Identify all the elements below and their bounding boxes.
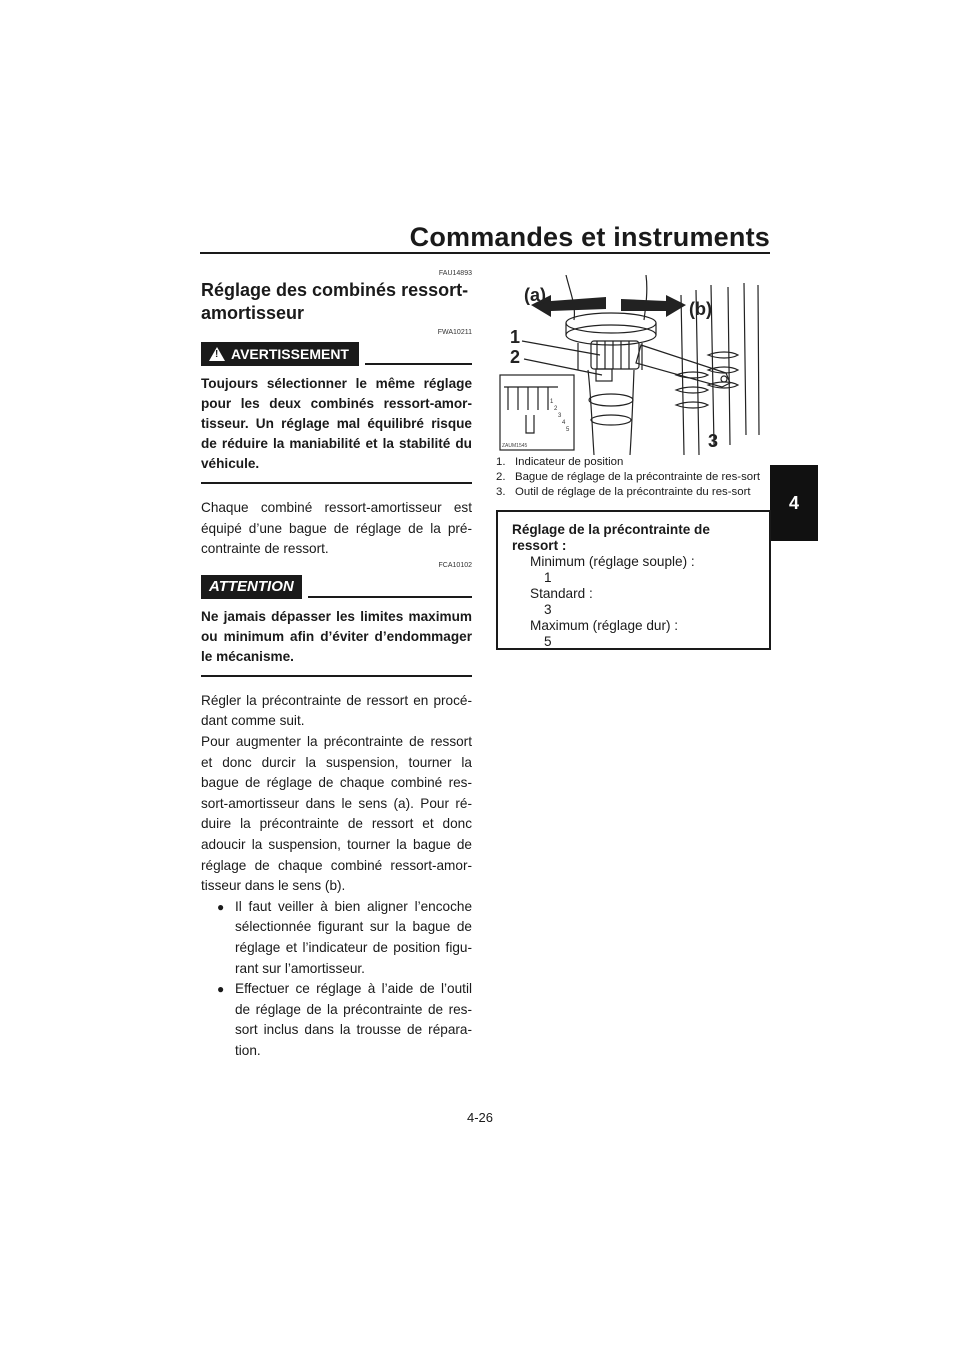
bullet-item: ● Il faut veiller à bien aligner l’encoche sélectionnée figurant sur la bague de réglage et l’indicateur de position figu-rant sur l’amortisseur.	[217, 897, 472, 979]
scale-mark: 2	[554, 406, 558, 412]
figure-captions	[496, 455, 771, 500]
section-code: FAU14893	[438, 270, 472, 277]
caption-number: 1.	[496, 456, 506, 468]
caption-text: Outil de réglage de la précontrainte du res-sort	[515, 486, 751, 498]
caption-item	[496, 455, 771, 470]
header-rule	[200, 252, 770, 254]
warning-label-text: AVERTISSEMENT	[231, 346, 349, 362]
caption-item	[496, 485, 771, 500]
figure-code: ZAUM1545	[502, 443, 528, 449]
callout-3: 3	[708, 431, 719, 451]
body-paragraph-1: Régler la précontrainte de ressort en procé-dant comme suit.	[201, 692, 472, 729]
page-number: 4-26	[466, 1110, 494, 1125]
warning-rule	[365, 363, 472, 365]
scale-mark: 5	[566, 427, 570, 433]
attention-label: ATTENTION	[201, 575, 302, 599]
caption-number: 2.	[496, 471, 506, 483]
warning-end-rule	[201, 482, 472, 484]
shock-illustration	[496, 275, 771, 455]
spec-max-value: 5	[544, 634, 552, 649]
shock-adjustment-figure	[496, 275, 771, 455]
body-paragraph-2: Pour augmenter la précontrainte de ressort et donc durcir la suspension, tourner la bague de réglage de chaque combiné res-sort-amortisseur dans le sens (a). Pour ré-duire la précontrainte de ressort et donc adoucir la suspension, tourner la bague de réglage de chaque combiné ressort-amor-tisseur dans le sens (b).	[201, 733, 472, 894]
spec-title: Réglage de la précontrainte de ressort :	[512, 522, 710, 553]
caption-text: Bague de réglage de la précontrainte de res-sort	[515, 471, 761, 483]
label-a: (a)	[524, 285, 546, 305]
spec-min-label: Minimum (réglage souple) :	[530, 554, 695, 569]
warning-code: FWA10211	[437, 329, 472, 336]
scale-mark: 4	[562, 420, 566, 426]
section-title: Réglage des combinés ressort-amortisseur	[201, 280, 469, 323]
attention-header	[201, 575, 472, 599]
scale-mark: 3	[558, 413, 562, 419]
warning-text: Toujours sélectionner le même réglage pour les deux combinés ressort-amor-tisseur. Un réglage mal équilibré risque de réduire la maniabilité et la stabilité du véhicule.	[201, 376, 472, 471]
preload-spec-box	[496, 510, 771, 650]
attention-rule	[308, 596, 472, 598]
caption-text: Indicateur de position	[515, 456, 624, 468]
intro-paragraph: Chaque combiné ressort-amortisseur est équipé d’une bague de réglage de la pré-contrainte de ressort.	[201, 500, 472, 557]
callout-2: 2	[510, 347, 521, 367]
spec-std-value: 3	[544, 602, 552, 617]
spec-max-label: Maximum (réglage dur) :	[530, 618, 679, 633]
spec-min-value: 1	[544, 570, 552, 585]
chapter-tab: 4	[770, 465, 818, 541]
warning-header	[201, 342, 472, 366]
scale-mark: 1	[550, 399, 554, 405]
label-b: (b)	[689, 299, 712, 319]
page-header-title: Commandes et instruments	[409, 222, 770, 252]
attention-end-rule	[201, 675, 472, 677]
bullet-item: ● Effectuer ce réglage à l’aide de l’outil de réglage de la précontrainte de res-sort inclus dans la trousse de répara-tion.	[217, 979, 472, 1061]
caption-item	[496, 470, 771, 485]
spec-std-label: Standard :	[530, 586, 593, 601]
left-column	[201, 270, 472, 1061]
instruction-bullets	[217, 897, 472, 1062]
attention-text: Ne jamais dépasser les limites maximum ou minimum afin d’éviter d’endommager le mécanisme.	[201, 608, 472, 664]
right-column	[496, 275, 771, 650]
warning-label	[201, 342, 359, 366]
warning-triangle-icon: !	[209, 347, 225, 361]
attention-code: FCA10102	[438, 561, 472, 569]
callout-1: 1	[510, 327, 521, 347]
caption-number: 3.	[496, 486, 506, 498]
